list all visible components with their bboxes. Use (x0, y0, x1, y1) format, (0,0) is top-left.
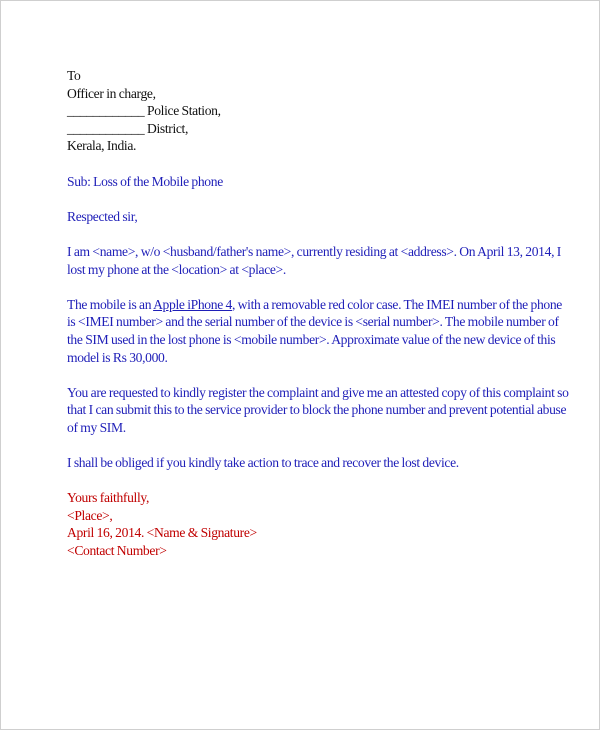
salutation-line: Respected sir, (67, 208, 138, 224)
paragraph-1-line-1: I am <name>, w/o <husband/father's name>, currently residing at <address>. On April 13, 2014, I (67, 243, 561, 259)
apple-iphone-link[interactable]: Apple iPhone 4 (153, 296, 232, 312)
police-station-line: ____________ Police Station, (67, 103, 221, 119)
paragraph-2-line-4: model is Rs 30,000. (67, 349, 168, 365)
paragraph-1-line-2: lost my phone at the <location> at <place>. (67, 261, 286, 277)
paragraph-1 (67, 243, 561, 278)
paragraph-2-line-2: is <IMEI number> and the serial number of the device is <serial number>. The mobile number of (67, 314, 559, 330)
paragraph-4 (67, 454, 541, 472)
paragraph-2-line-1-start: The mobile is an (67, 296, 154, 312)
paragraph-3-line-2: that I can submit this to the service provider to block the phone number and prevent potential abuse (67, 402, 567, 418)
subject-line: Sub: Loss of the Mobile phone (67, 173, 223, 189)
paragraph-2 (67, 296, 562, 366)
recipient-block (67, 67, 541, 155)
paragraph-3-line-1: You are requested to kindly register the complaint and give me an attested copy of this complaint so (67, 384, 569, 400)
paragraph-3-line-3: of my SIM. (67, 419, 126, 435)
closing-block (67, 489, 541, 559)
paragraph-2-line-1-end: , with a removable red color case. The IMEI number of the phone (231, 296, 562, 312)
closing-line-3: April 16, 2014. <Name & Signature> (67, 525, 257, 541)
addressee-line: Officer in charge, (67, 85, 156, 101)
state-line: Kerala, India. (67, 138, 137, 154)
paragraph-4-line-1: I shall be obliged if you kindly take action to trace and recover the lost device. (67, 455, 459, 471)
paragraph-2-line-3: the SIM used in the lost phone is <mobile number>. Approximate value of the new device of this (67, 331, 556, 347)
district-line: ____________ District, (67, 120, 189, 136)
to-line: To (67, 68, 81, 83)
salutation-block (67, 208, 541, 226)
closing-line-1: Yours faithfully, (67, 490, 150, 506)
letter-body (67, 67, 569, 560)
subject-block (67, 173, 541, 191)
closing-line-2: <Place>, (67, 507, 113, 523)
paragraph-3 (67, 384, 569, 437)
paragraph-2-line-1 (67, 296, 562, 314)
closing-line-4: <Contact Number> (67, 543, 167, 559)
